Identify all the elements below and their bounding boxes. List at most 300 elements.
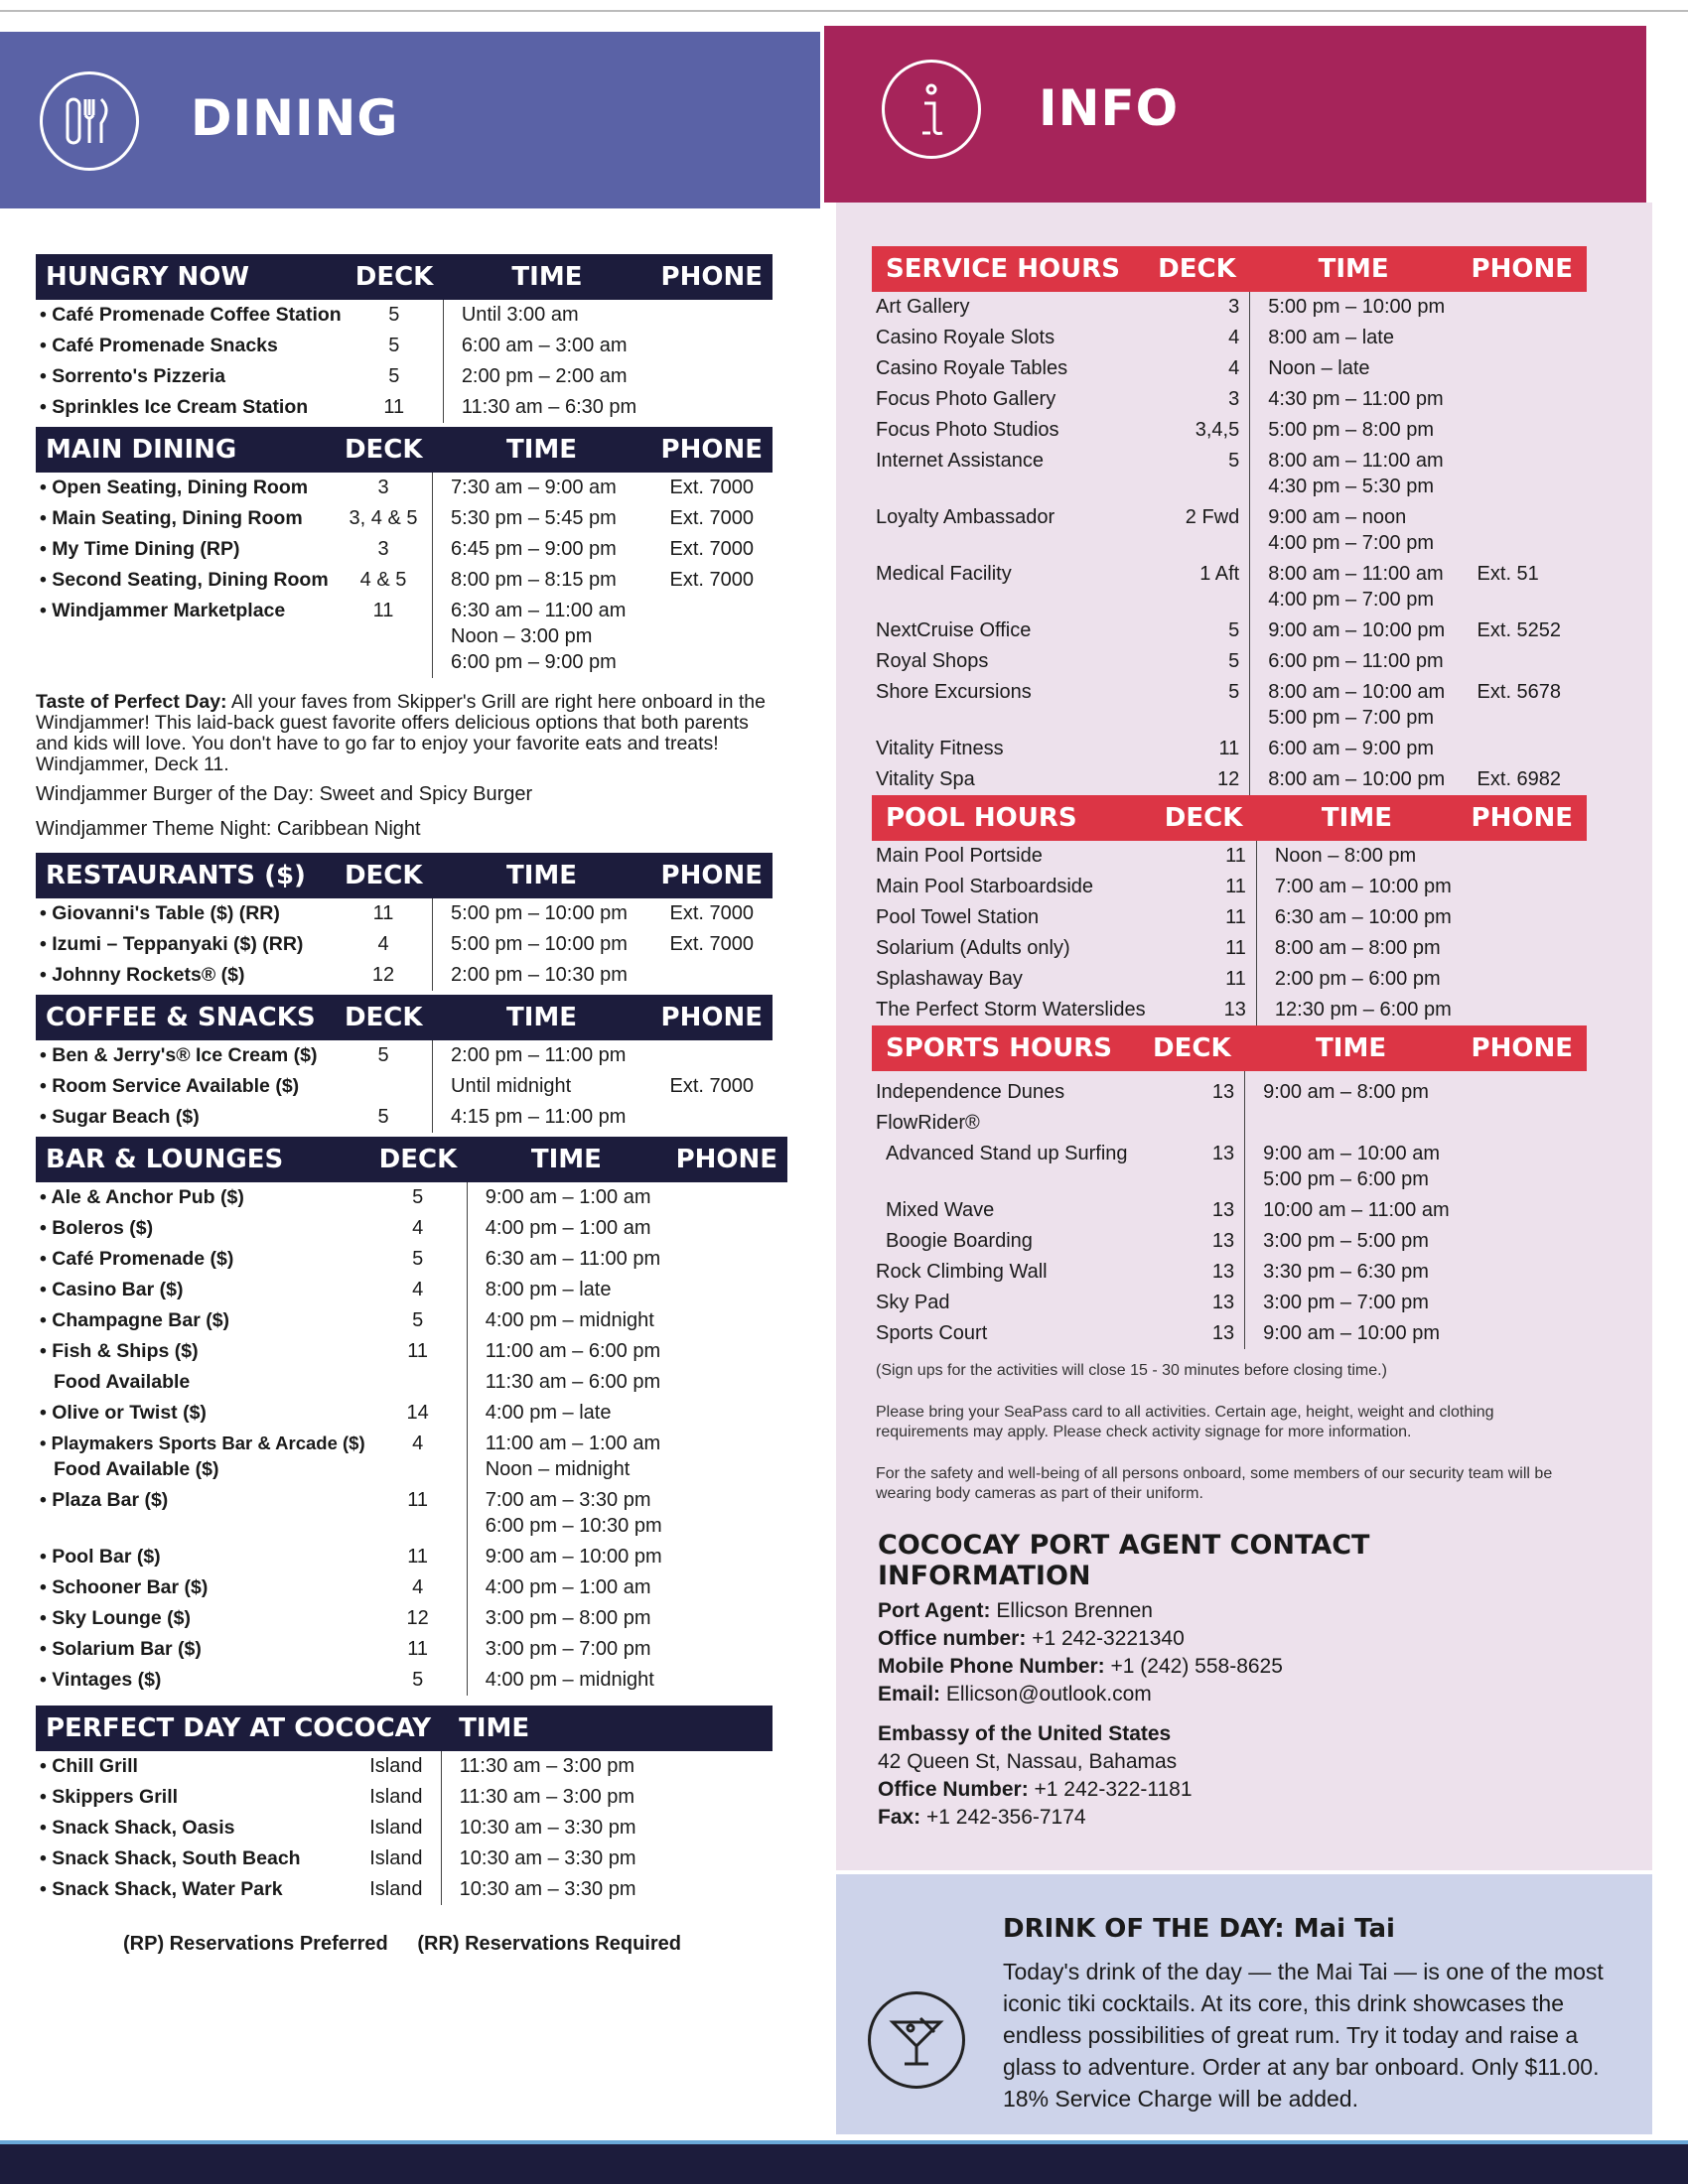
table-row: [36, 1874, 773, 1905]
info-banner: [824, 26, 1646, 203]
time-line: 2:00 pm – 10:30 pm: [451, 964, 628, 986]
time-line: 8:00 am – 11:00 am: [1268, 450, 1444, 472]
deck: 4: [1144, 353, 1250, 384]
table-row: [36, 929, 773, 960]
deck: 4: [369, 1429, 468, 1485]
table-header: PHONE: [651, 853, 773, 898]
time-line: 4:30 pm – 11:00 pm: [1268, 388, 1444, 410]
deck: 11: [1151, 841, 1257, 872]
service-name: Loyalty Ambassador: [876, 506, 1055, 528]
table-header: PHONE: [651, 427, 773, 473]
signup-note: (Sign ups for the activities will close 15 - 30 minutes before closing time.): [876, 1362, 1387, 1379]
time-line: 7:30 am – 9:00 am: [451, 477, 617, 498]
time: [467, 1244, 665, 1275]
phone: [1458, 1195, 1587, 1226]
phone: [666, 1244, 787, 1275]
fork-knife-icon: [40, 71, 139, 171]
table-row: [36, 1213, 787, 1244]
phone: [651, 596, 773, 678]
time-line: 6:30 am – 11:00 pm: [485, 1248, 661, 1270]
table-row: [36, 1782, 773, 1813]
time-line: 4:00 pm – midnight: [485, 1309, 654, 1331]
table-header: PHONE: [1458, 246, 1587, 292]
table-header: SPORTS HOURS: [872, 1025, 1139, 1071]
time-line: 11:30 am – 3:00 pm: [459, 1786, 635, 1808]
table-row: [872, 646, 1587, 677]
table-row: [36, 1102, 773, 1133]
phone: [651, 300, 773, 331]
deck: 11: [1151, 964, 1257, 995]
phone: [666, 1603, 787, 1634]
service-name: Casino Royale Tables: [876, 357, 1068, 379]
deck: 5: [346, 361, 444, 392]
table-row: [872, 902, 1587, 933]
time: [1250, 502, 1458, 559]
time: [1250, 415, 1458, 446]
phone: [1458, 1318, 1587, 1349]
table-header: PHONE: [666, 1137, 787, 1182]
phone: [658, 1813, 773, 1843]
table-row: [36, 1182, 787, 1213]
phone: Ext. 5678: [1477, 681, 1562, 703]
time-line: 6:30 am – 11:00 am: [451, 600, 627, 621]
contact-line: [878, 1776, 1587, 1804]
drink-of-day-panel: [836, 1874, 1652, 2134]
table-header-spacer: [658, 1706, 773, 1751]
time: [467, 1398, 665, 1429]
time: [433, 596, 651, 678]
table-row: [872, 677, 1587, 734]
deck: 4: [369, 1275, 468, 1305]
contact-value: Ellicson@outlook.com: [945, 1683, 1152, 1706]
time-line: 11:00 am – 1:00 am: [485, 1433, 661, 1454]
time-line: 11:00 am – 6:00 pm: [485, 1340, 661, 1362]
time-line: 8:00 pm – 8:15 pm: [451, 569, 617, 591]
time: [1250, 734, 1458, 764]
time: [443, 300, 650, 331]
venue-name: • Schooner Bar ($): [36, 1572, 369, 1603]
phone: [658, 1751, 773, 1782]
time: [1256, 995, 1457, 1025]
deck: 11: [1151, 902, 1257, 933]
time: [1250, 353, 1458, 384]
phone: [1458, 646, 1587, 677]
table-row: [36, 1751, 773, 1782]
time-line: 4:00 pm – 7:00 pm: [1268, 589, 1435, 611]
time-line: 9:00 am – 10:00 pm: [1263, 1322, 1440, 1344]
table-header: DECK: [1144, 246, 1250, 292]
contact-label: Office Number:: [878, 1778, 1029, 1801]
time: [441, 1782, 658, 1813]
time: [467, 1367, 665, 1398]
coffee-snacks-table: [36, 995, 773, 1133]
deck: 11: [1151, 933, 1257, 964]
time-line: 4:15 pm – 11:00 pm: [451, 1106, 627, 1128]
dining-column: [36, 254, 778, 1956]
table-row: [872, 446, 1587, 502]
venue-name: • Sprinkles Ice Cream Station: [36, 392, 346, 423]
table-row: [36, 1634, 787, 1665]
table-header: TIME: [467, 1137, 665, 1182]
time: [1250, 677, 1458, 734]
phone: [1458, 384, 1587, 415]
table-row: [872, 502, 1587, 559]
phone: [666, 1398, 787, 1429]
pool-name: Splashaway Bay: [876, 968, 1023, 990]
time: [467, 1542, 665, 1572]
pool-name: Pool Towel Station: [876, 906, 1040, 928]
table-row: [36, 1603, 787, 1634]
time-line: Until 3:00 am: [461, 304, 579, 326]
venue-name: • Café Promenade ($): [36, 1244, 369, 1275]
phone: [658, 1843, 773, 1874]
phone: [1458, 841, 1587, 872]
table-header: DECK: [369, 1137, 468, 1182]
time: [433, 565, 651, 596]
venue-name: • Boleros ($): [36, 1213, 369, 1244]
time-line: 3:00 pm – 5:00 pm: [1263, 1230, 1429, 1252]
time-line: 8:00 am – late: [1268, 327, 1394, 348]
time-line: 4:00 pm – 1:00 am: [485, 1217, 651, 1239]
note-text: All your faves from Skipper's Grill are right here onboard in the Windjammer! This laid-back guest favorite offers delicious options that both parents and kids will love. You don't have to go far to enjoy your favorite eats and treats! Windjammer, Deck 11.: [36, 691, 766, 775]
venue-name: • Giovanni's Table ($) (RR): [36, 898, 335, 929]
phone: [1458, 1288, 1587, 1318]
table-header: RESTAURANTS ($): [36, 853, 335, 898]
table-row: [36, 1843, 773, 1874]
phone: [666, 1336, 787, 1367]
deck: 5: [346, 300, 444, 331]
deck: 5: [335, 1102, 433, 1133]
drink-title: DRINK OF THE DAY: Mai Tai: [1003, 1914, 1395, 1944]
venue-name: • Café Promenade Coffee Station: [36, 300, 346, 331]
time-line: 3:00 pm – 8:00 pm: [485, 1607, 651, 1629]
table-row: [36, 534, 773, 565]
phone: [666, 1429, 787, 1485]
time: [467, 1336, 665, 1367]
venue-name: • Casino Bar ($): [36, 1275, 369, 1305]
time: [1245, 1108, 1458, 1139]
time-line: 3:00 pm – 7:00 pm: [1263, 1292, 1429, 1313]
time-line: 6:00 am – 3:00 am: [461, 335, 628, 356]
time-line: 8:00 am – 11:00 am: [1268, 563, 1444, 585]
service-name: Casino Royale Slots: [876, 327, 1055, 348]
table-header: TIME: [1250, 246, 1458, 292]
table-header: TIME: [1245, 1025, 1458, 1071]
time-line: 9:00 am – 8:00 pm: [1263, 1081, 1429, 1103]
deck: 3: [1144, 292, 1250, 323]
deck: 5: [369, 1665, 468, 1696]
time-line: 7:00 am – 3:30 pm: [485, 1489, 651, 1511]
time-line: Noon – late: [1268, 357, 1370, 379]
phone: [666, 1572, 787, 1603]
time: [1256, 841, 1457, 872]
contact-value: +1 242-3221340: [1032, 1627, 1185, 1650]
table-row: [872, 1108, 1587, 1139]
time-line: 3:30 pm – 6:30 pm: [1263, 1261, 1429, 1283]
table-row: [36, 1305, 787, 1336]
location: Island: [352, 1813, 441, 1843]
table-row: [872, 1318, 1587, 1349]
burger-of-day: Windjammer Burger of the Day: Sweet and Spicy Burger: [36, 783, 533, 805]
deck: 3,4,5: [1144, 415, 1250, 446]
table-row: [36, 1665, 787, 1696]
deck: 5: [369, 1182, 468, 1213]
time-line: 8:00 pm – late: [485, 1279, 612, 1300]
phone: [1458, 1257, 1587, 1288]
service-name: Art Gallery: [876, 296, 970, 318]
time: [443, 392, 650, 423]
time: [467, 1182, 665, 1213]
time: [441, 1874, 658, 1905]
note-label: Taste of Perfect Day:: [36, 691, 227, 713]
phone: Ext. 7000: [669, 538, 755, 560]
deck: 3, 4 & 5: [335, 503, 433, 534]
service-name: Vitality Spa: [876, 768, 975, 790]
table-row: [872, 353, 1587, 384]
table-row: [872, 1257, 1587, 1288]
taste-of-perfect-day-note: [36, 692, 773, 775]
table-header: PHONE: [651, 254, 773, 300]
table-row: [36, 473, 773, 503]
activity-name: Rock Climbing Wall: [876, 1261, 1048, 1283]
time-line: 4:00 pm – 1:00 am: [485, 1576, 651, 1598]
table-row: [36, 565, 773, 596]
contact-label: Office number:: [878, 1627, 1027, 1650]
deck: 11: [369, 1634, 468, 1665]
table-row: [872, 384, 1587, 415]
deck: 5: [335, 1040, 433, 1071]
table-header: TIME: [433, 427, 651, 473]
table-row: [36, 1429, 787, 1485]
venue-name: • Snack Shack, Water Park: [36, 1874, 352, 1905]
location: Island: [352, 1782, 441, 1813]
venue-name-line: • Playmakers Sports Bar & Arcade ($): [40, 1431, 365, 1456]
time-line: 8:00 am – 8:00 pm: [1274, 937, 1441, 959]
time: [1250, 559, 1458, 615]
table-header: HUNGRY NOW: [36, 254, 346, 300]
time: [1256, 872, 1457, 902]
deck: 13: [1139, 1071, 1245, 1108]
time-line: 2:00 pm – 2:00 am: [461, 365, 628, 387]
time-line: 8:00 am – 10:00 pm: [1268, 768, 1446, 790]
phone: [1458, 1139, 1587, 1195]
service-name: Royal Shops: [876, 650, 989, 672]
table-row: [36, 596, 773, 678]
deck: 5: [1144, 446, 1250, 502]
deck: 11: [369, 1336, 468, 1367]
time: [1250, 646, 1458, 677]
deck: 11: [335, 596, 433, 678]
deck: 4: [369, 1213, 468, 1244]
phone: [651, 392, 773, 423]
phone: Ext. 7000: [669, 933, 755, 955]
time-line: 4:30 pm – 5:30 pm: [1268, 476, 1435, 497]
service-name: NextCruise Office: [876, 619, 1032, 641]
phone: [658, 1782, 773, 1813]
deck: 13: [1139, 1226, 1245, 1257]
table-row: [872, 1288, 1587, 1318]
time-line: 9:00 am – noon: [1268, 506, 1407, 528]
venue-name: • Fish & Ships ($): [36, 1336, 369, 1367]
deck: [369, 1367, 468, 1398]
venue-name: • Snack Shack, South Beach: [36, 1843, 352, 1874]
phone: [1458, 995, 1587, 1025]
legend-item: (RP) Reservations Preferred: [123, 1933, 388, 1955]
deck: 5: [1144, 677, 1250, 734]
time-line: 5:00 pm – 10:00 pm: [451, 902, 628, 924]
deck: 5: [346, 331, 444, 361]
table-header: POOL HOURS: [872, 795, 1151, 841]
table-row: [872, 1139, 1587, 1195]
time: [467, 1665, 665, 1696]
table-header: TIME: [1256, 795, 1457, 841]
deck: 2 Fwd: [1144, 502, 1250, 559]
table-row: [872, 964, 1587, 995]
time-line: 6:00 am – 9:00 pm: [1268, 738, 1435, 759]
time-line: 5:00 pm – 6:00 pm: [1263, 1168, 1429, 1190]
drink-description: Today's drink of the day — the Mai Tai — is one of the most iconic tiki cocktails. At its core, this drink showcases the endless possibilities of great rum. Try it today and raise a glass to adventure. Order at any bar onboard. Only $11.00. 18% Service Charge will be added.: [1003, 1959, 1604, 2112]
time-line: 6:00 pm – 11:00 pm: [1268, 650, 1444, 672]
table-header: TIME: [443, 254, 650, 300]
time: [1256, 964, 1457, 995]
venue-name: • Ben & Jerry's® Ice Cream ($): [36, 1040, 335, 1071]
time: [433, 1040, 651, 1071]
hungry-now-table: [36, 254, 773, 423]
time: [433, 898, 651, 929]
phone: [1458, 1071, 1587, 1108]
time-line: 9:00 am – 10:00 pm: [485, 1546, 662, 1568]
phone: [666, 1182, 787, 1213]
deck: [335, 1071, 433, 1102]
phone: [651, 331, 773, 361]
time-line: 6:45 pm – 9:00 pm: [451, 538, 617, 560]
phone: [1458, 734, 1587, 764]
cococay-table: [36, 1706, 773, 1905]
venue-name: • Main Seating, Dining Room: [36, 503, 335, 534]
time: [1250, 446, 1458, 502]
port-agent-contact: [878, 1530, 1587, 1832]
deck: 14: [369, 1398, 468, 1429]
time: [467, 1213, 665, 1244]
table-row: [872, 734, 1587, 764]
deck: 13: [1139, 1288, 1245, 1318]
seapass-note: Please bring your SeaPass card to all activities. Certain age, height, weight and clothing requirements may apply. Please check activity signage for more information.: [876, 1404, 1494, 1440]
time: [467, 1275, 665, 1305]
phone: Ext. 7000: [669, 477, 755, 498]
deck: 13: [1139, 1195, 1245, 1226]
venue-name: [36, 1429, 369, 1485]
phone: [1458, 502, 1587, 559]
time-line: 7:00 am – 10:00 pm: [1274, 876, 1452, 897]
time-line: 4:00 pm – late: [485, 1402, 612, 1424]
phone: Ext. 7000: [669, 902, 755, 924]
time: [441, 1813, 658, 1843]
time-line: Until midnight: [451, 1075, 572, 1097]
contact-title: COCOCAY PORT AGENT CONTACT INFORMATION: [878, 1530, 1370, 1591]
time-line: 11:30 am – 3:00 pm: [459, 1755, 635, 1777]
table-header: SERVICE HOURS: [872, 246, 1144, 292]
location: Island: [352, 1874, 441, 1905]
table-row: [36, 1572, 787, 1603]
time-line: 2:00 pm – 11:00 pm: [451, 1044, 627, 1066]
phone: [1458, 872, 1587, 902]
time-line: 4:00 pm – 7:00 pm: [1268, 532, 1435, 554]
top-rule: [0, 10, 1688, 12]
phone: Ext. 51: [1477, 563, 1539, 585]
time: [467, 1305, 665, 1336]
service-name: Shore Excursions: [876, 681, 1032, 703]
table-header: PERFECT DAY AT COCOCAY: [36, 1706, 441, 1751]
phone: [666, 1275, 787, 1305]
time-line: 11:30 am – 6:00 pm: [485, 1371, 661, 1393]
location: Island: [352, 1751, 441, 1782]
time: [467, 1634, 665, 1665]
table-row: [872, 323, 1587, 353]
info-icon: [882, 60, 981, 159]
deck: 11: [346, 392, 444, 423]
time: [1245, 1288, 1458, 1318]
reservation-legend: [36, 1933, 773, 1956]
phone: [651, 1102, 773, 1133]
deck: 5: [1144, 646, 1250, 677]
venue-name: • Sky Lounge ($): [36, 1603, 369, 1634]
table-row: [872, 1071, 1587, 1108]
deck: 5: [369, 1244, 468, 1275]
table-row: [36, 1485, 787, 1542]
phone: Ext. 6982: [1477, 768, 1562, 790]
deck: 12: [369, 1603, 468, 1634]
venue-name: • Olive or Twist ($): [36, 1398, 369, 1429]
table-header: DECK: [335, 853, 433, 898]
contact-label: Mobile Phone Number:: [878, 1655, 1105, 1678]
table-row: [36, 392, 773, 423]
deck: 5: [1144, 615, 1250, 646]
activity-name: Mixed Wave: [886, 1199, 995, 1221]
table-row: [872, 933, 1587, 964]
time-line: 3:00 pm – 7:00 pm: [485, 1638, 651, 1660]
time: [1250, 764, 1458, 795]
phone: [651, 1040, 773, 1071]
venue-name: • Solarium Bar ($): [36, 1634, 369, 1665]
time: [441, 1751, 658, 1782]
phone: [1458, 292, 1587, 323]
deck: 5: [369, 1305, 468, 1336]
table-row: [36, 503, 773, 534]
table-row: [36, 1244, 787, 1275]
service-name: Vitality Fitness: [876, 738, 1004, 759]
table-row: [36, 1367, 787, 1398]
table-row: [36, 331, 773, 361]
activity-name: Advanced Stand up Surfing: [886, 1143, 1128, 1164]
time: [441, 1843, 658, 1874]
table-header: COFFEE & SNACKS: [36, 995, 335, 1040]
time: [1245, 1195, 1458, 1226]
deck: 3: [335, 534, 433, 565]
time-line: Noon – 3:00 pm: [451, 625, 593, 647]
contact-line: [878, 1804, 1587, 1832]
time-line: 6:00 pm – 9:00 pm: [451, 651, 617, 673]
table-row: [36, 1040, 773, 1071]
table-row: [872, 615, 1587, 646]
contact-line: [878, 1653, 1587, 1681]
venue-name: • Izumi – Teppanyaki ($) (RR): [36, 929, 335, 960]
venue-name: • Pool Bar ($): [36, 1542, 369, 1572]
time: [467, 1429, 665, 1485]
location: Island: [352, 1843, 441, 1874]
time-line: 9:00 am – 10:00 pm: [1268, 619, 1446, 641]
deck: 3: [1144, 384, 1250, 415]
time-line: 10:00 am – 11:00 am: [1263, 1199, 1450, 1221]
